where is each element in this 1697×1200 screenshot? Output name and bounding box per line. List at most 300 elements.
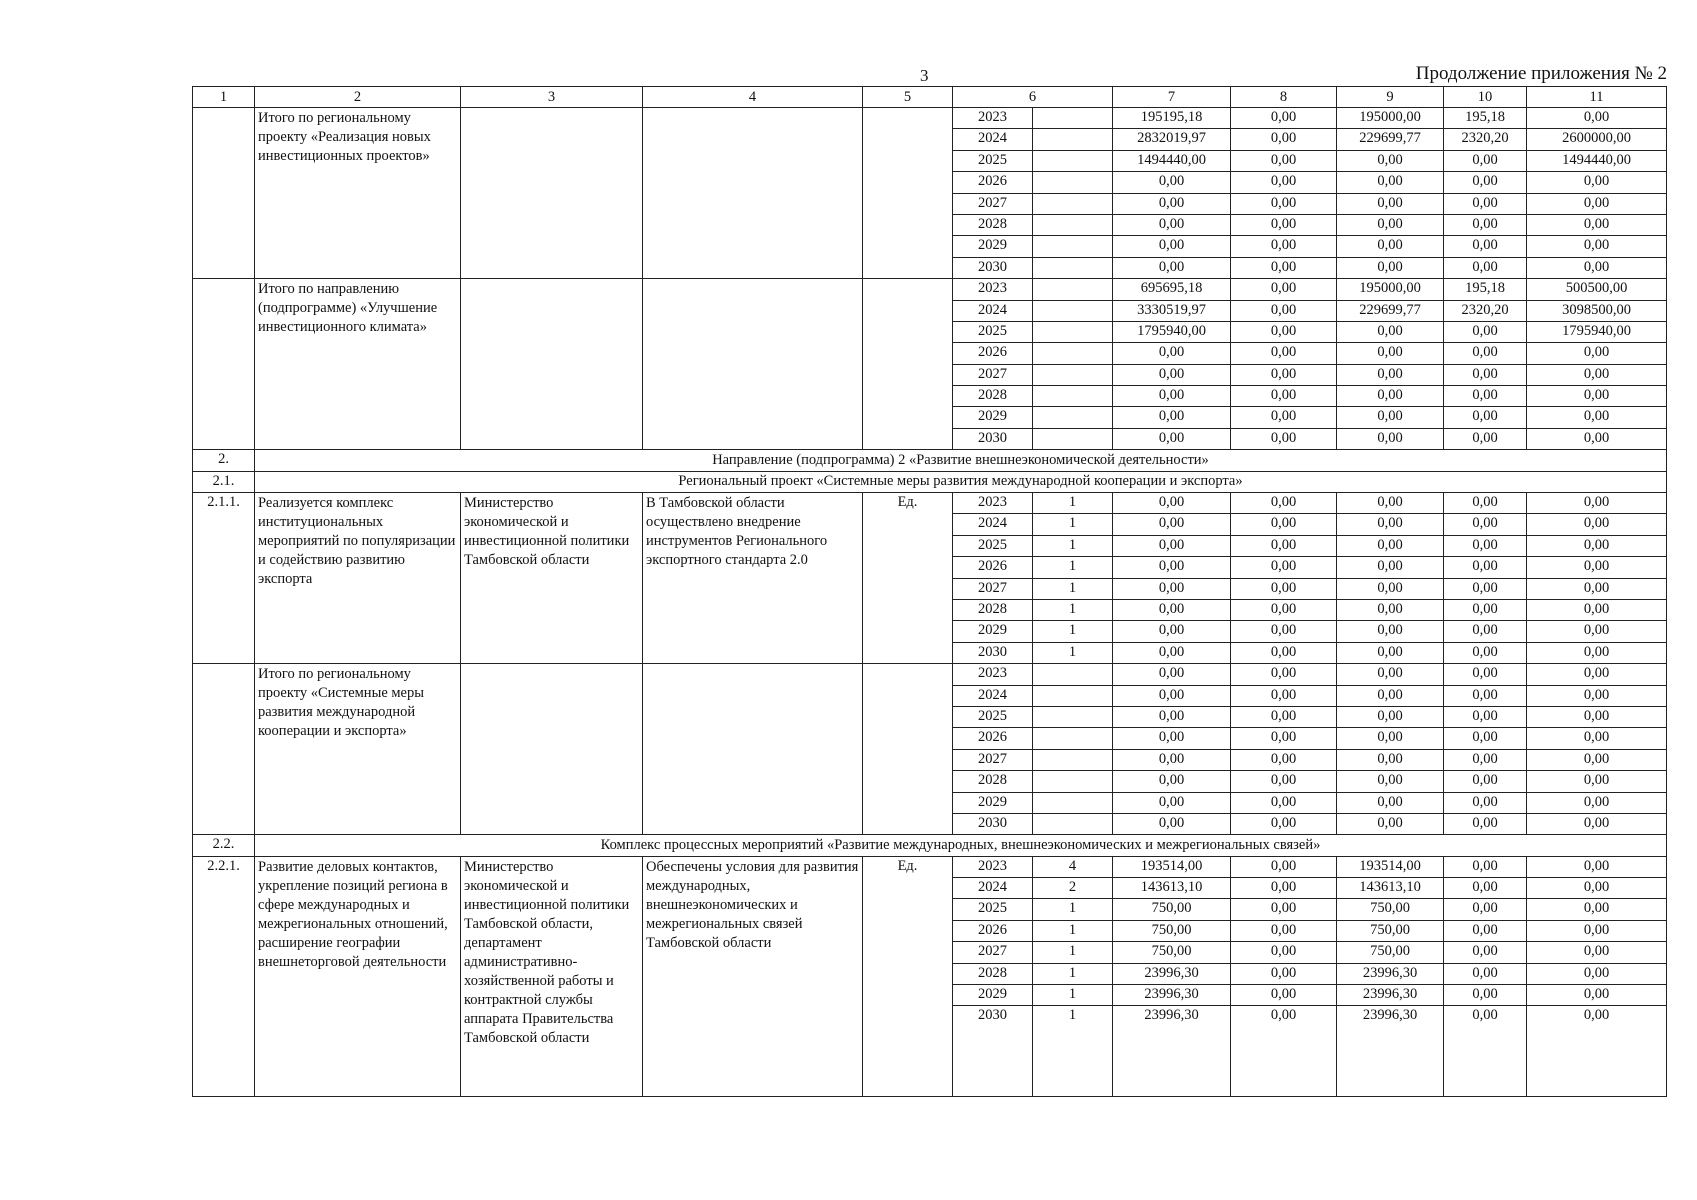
- total-cell: 0,00: [1113, 257, 1231, 278]
- local-cell: 0,00: [1444, 642, 1527, 663]
- extra-cell: 500500,00: [1527, 279, 1667, 300]
- indicator-cell: 1: [1033, 599, 1113, 620]
- total-cell: 0,00: [1113, 172, 1231, 193]
- year-cell: 2030: [953, 642, 1033, 663]
- indicator-cell: [1033, 407, 1113, 428]
- local-cell: 0,00: [1444, 150, 1527, 171]
- federal-cell: 0,00: [1231, 172, 1337, 193]
- total-cell: 0,00: [1113, 578, 1231, 599]
- item-number: 2.2.1.: [193, 856, 255, 1097]
- federal-cell: 0,00: [1231, 428, 1337, 449]
- federal-cell: 0,00: [1231, 578, 1337, 599]
- indicator-cell: [1033, 129, 1113, 150]
- extra-cell: 0,00: [1527, 428, 1667, 449]
- regional-cell: 0,00: [1337, 599, 1444, 620]
- regional-cell: 0,00: [1337, 664, 1444, 685]
- col-header-9: 9: [1337, 87, 1444, 108]
- extra-cell: 0,00: [1527, 942, 1667, 963]
- extra-cell: 0,00: [1527, 985, 1667, 1006]
- total-cell: 0,00: [1113, 792, 1231, 813]
- col-header-7: 7: [1113, 87, 1231, 108]
- total-cell: 0,00: [1113, 599, 1231, 620]
- federal-cell: 0,00: [1231, 706, 1337, 727]
- year-cell: 2024: [953, 300, 1033, 321]
- local-cell: 0,00: [1444, 878, 1527, 899]
- regional-cell: 23996,30: [1337, 963, 1444, 984]
- regional-cell: 0,00: [1337, 813, 1444, 834]
- item-name: Итого по региональному проекту «Системные меры развития международной кооперации и экспорта»: [255, 664, 461, 835]
- federal-cell: 0,00: [1231, 300, 1337, 321]
- col-header-4: 4: [643, 87, 863, 108]
- federal-cell: 0,00: [1231, 321, 1337, 342]
- total-cell: 143613,10: [1113, 878, 1231, 899]
- total-cell: 0,00: [1113, 386, 1231, 407]
- item-number: [193, 108, 255, 279]
- extra-cell: 0,00: [1527, 856, 1667, 877]
- item-result: [643, 664, 863, 835]
- total-cell: 1494440,00: [1113, 150, 1231, 171]
- local-cell: 0,00: [1444, 685, 1527, 706]
- federal-cell: 0,00: [1231, 856, 1337, 877]
- federal-cell: 0,00: [1231, 150, 1337, 171]
- indicator-cell: [1033, 343, 1113, 364]
- federal-cell: 0,00: [1231, 193, 1337, 214]
- local-cell: 0,00: [1444, 193, 1527, 214]
- extra-cell: 0,00: [1527, 899, 1667, 920]
- local-cell: 0,00: [1444, 621, 1527, 642]
- budget-table: [192, 86, 1667, 1097]
- indicator-cell: 1: [1033, 557, 1113, 578]
- extra-cell: 0,00: [1527, 771, 1667, 792]
- regional-cell: 0,00: [1337, 771, 1444, 792]
- total-cell: 3330519,97: [1113, 300, 1231, 321]
- section-number: 2.: [193, 450, 255, 471]
- section-number: 2.1.: [193, 471, 255, 492]
- local-cell: 0,00: [1444, 963, 1527, 984]
- total-cell: 695695,18: [1113, 279, 1231, 300]
- indicator-cell: 4: [1033, 856, 1113, 877]
- year-cell: 2024: [953, 129, 1033, 150]
- regional-cell: 750,00: [1337, 942, 1444, 963]
- item-unit: [863, 279, 953, 450]
- total-cell: 23996,30: [1113, 963, 1231, 984]
- year-cell: 2029: [953, 985, 1033, 1006]
- table-row: [193, 108, 1667, 129]
- extra-cell: 0,00: [1527, 706, 1667, 727]
- year-cell: 2028: [953, 599, 1033, 620]
- extra-cell: 0,00: [1527, 685, 1667, 706]
- extra-cell: 0,00: [1527, 172, 1667, 193]
- year-cell: 2026: [953, 920, 1033, 941]
- year-cell: 2027: [953, 578, 1033, 599]
- total-cell: 0,00: [1113, 706, 1231, 727]
- regional-cell: 0,00: [1337, 578, 1444, 599]
- local-cell: 0,00: [1444, 899, 1527, 920]
- section-title: Комплекс процессных мероприятий «Развитие международных, внешнеэкономических и межрегиональных связей»: [255, 835, 1667, 856]
- total-cell: 23996,30: [1113, 985, 1231, 1006]
- item-number: [193, 279, 255, 450]
- regional-cell: 195000,00: [1337, 279, 1444, 300]
- regional-cell: 0,00: [1337, 428, 1444, 449]
- item-executor: [461, 279, 643, 450]
- total-cell: 0,00: [1113, 664, 1231, 685]
- local-cell: 0,00: [1444, 706, 1527, 727]
- regional-cell: 0,00: [1337, 685, 1444, 706]
- indicator-cell: [1033, 150, 1113, 171]
- federal-cell: 0,00: [1231, 214, 1337, 235]
- year-cell: 2030: [953, 1006, 1033, 1097]
- total-cell: 0,00: [1113, 749, 1231, 770]
- total-cell: 0,00: [1113, 535, 1231, 556]
- section-number: 2.2.: [193, 835, 255, 856]
- indicator-cell: [1033, 428, 1113, 449]
- federal-cell: 0,00: [1231, 878, 1337, 899]
- regional-cell: 0,00: [1337, 535, 1444, 556]
- federal-cell: 0,00: [1231, 749, 1337, 770]
- year-cell: 2027: [953, 364, 1033, 385]
- year-cell: 2026: [953, 557, 1033, 578]
- federal-cell: 0,00: [1231, 343, 1337, 364]
- extra-cell: 0,00: [1527, 578, 1667, 599]
- indicator-cell: 1: [1033, 621, 1113, 642]
- year-cell: 2029: [953, 407, 1033, 428]
- section-title: Региональный проект «Системные меры развития международной кооперации и экспорта»: [255, 471, 1667, 492]
- regional-cell: 0,00: [1337, 150, 1444, 171]
- local-cell: 0,00: [1444, 514, 1527, 535]
- indicator-cell: 1: [1033, 920, 1113, 941]
- regional-cell: 0,00: [1337, 493, 1444, 514]
- year-cell: 2028: [953, 963, 1033, 984]
- regional-cell: 0,00: [1337, 557, 1444, 578]
- total-cell: 23996,30: [1113, 1006, 1231, 1097]
- year-cell: 2028: [953, 386, 1033, 407]
- federal-cell: 0,00: [1231, 664, 1337, 685]
- year-cell: 2026: [953, 343, 1033, 364]
- col-header-6: 6: [953, 87, 1113, 108]
- local-cell: 0,00: [1444, 364, 1527, 385]
- indicator-cell: [1033, 214, 1113, 235]
- total-cell: 2832019,97: [1113, 129, 1231, 150]
- federal-cell: 0,00: [1231, 1006, 1337, 1097]
- item-executor: [461, 108, 643, 279]
- extra-cell: 0,00: [1527, 257, 1667, 278]
- section-row: [193, 835, 1667, 856]
- local-cell: 0,00: [1444, 985, 1527, 1006]
- indicator-cell: [1033, 279, 1113, 300]
- indicator-cell: 1: [1033, 642, 1113, 663]
- extra-cell: 0,00: [1527, 108, 1667, 129]
- total-cell: 0,00: [1113, 728, 1231, 749]
- year-cell: 2025: [953, 706, 1033, 727]
- section-title: Направление (подпрограмма) 2 «Развитие внешнеэкономической деятельности»: [255, 450, 1667, 471]
- local-cell: 0,00: [1444, 386, 1527, 407]
- regional-cell: 0,00: [1337, 343, 1444, 364]
- federal-cell: 0,00: [1231, 236, 1337, 257]
- local-cell: 0,00: [1444, 493, 1527, 514]
- continuation-caption: Продолжение приложения № 2: [1415, 63, 1667, 84]
- local-cell: 0,00: [1444, 407, 1527, 428]
- col-header-10: 10: [1444, 87, 1527, 108]
- indicator-cell: 1: [1033, 985, 1113, 1006]
- regional-cell: 0,00: [1337, 214, 1444, 235]
- section-row: [193, 450, 1667, 471]
- federal-cell: 0,00: [1231, 685, 1337, 706]
- local-cell: 0,00: [1444, 343, 1527, 364]
- federal-cell: 0,00: [1231, 514, 1337, 535]
- item-unit: [863, 664, 953, 835]
- year-cell: 2025: [953, 150, 1033, 171]
- item-executor: [461, 664, 643, 835]
- year-cell: 2026: [953, 172, 1033, 193]
- indicator-cell: 1: [1033, 578, 1113, 599]
- extra-cell: 0,00: [1527, 599, 1667, 620]
- extra-cell: 0,00: [1527, 813, 1667, 834]
- item-name: Развитие деловых контактов, укрепление позиций региона в сфере международных и межрегиональных отношений, расширение географии внешнеторговой деятельности: [255, 856, 461, 1097]
- year-cell: 2025: [953, 535, 1033, 556]
- local-cell: 0,00: [1444, 236, 1527, 257]
- total-cell: 0,00: [1113, 514, 1231, 535]
- total-cell: 0,00: [1113, 771, 1231, 792]
- year-cell: 2029: [953, 621, 1033, 642]
- column-header-row: [193, 87, 1667, 108]
- total-cell: 0,00: [1113, 343, 1231, 364]
- total-cell: 0,00: [1113, 621, 1231, 642]
- regional-cell: 750,00: [1337, 899, 1444, 920]
- indicator-cell: [1033, 749, 1113, 770]
- federal-cell: 0,00: [1231, 257, 1337, 278]
- indicator-cell: [1033, 236, 1113, 257]
- indicator-cell: [1033, 792, 1113, 813]
- extra-cell: 0,00: [1527, 386, 1667, 407]
- federal-cell: 0,00: [1231, 728, 1337, 749]
- federal-cell: 0,00: [1231, 963, 1337, 984]
- local-cell: 2320,20: [1444, 129, 1527, 150]
- indicator-cell: [1033, 386, 1113, 407]
- total-cell: 195195,18: [1113, 108, 1231, 129]
- item-result: [643, 279, 863, 450]
- year-cell: 2023: [953, 108, 1033, 129]
- extra-cell: 1795940,00: [1527, 321, 1667, 342]
- local-cell: 0,00: [1444, 792, 1527, 813]
- extra-cell: 0,00: [1527, 792, 1667, 813]
- federal-cell: 0,00: [1231, 386, 1337, 407]
- extra-cell: 0,00: [1527, 664, 1667, 685]
- extra-cell: 0,00: [1527, 343, 1667, 364]
- indicator-cell: [1033, 108, 1113, 129]
- regional-cell: 0,00: [1337, 236, 1444, 257]
- regional-cell: 0,00: [1337, 257, 1444, 278]
- federal-cell: 0,00: [1231, 899, 1337, 920]
- total-cell: 0,00: [1113, 685, 1231, 706]
- item-unit: Ед.: [863, 493, 953, 664]
- extra-cell: 0,00: [1527, 621, 1667, 642]
- federal-cell: 0,00: [1231, 920, 1337, 941]
- year-cell: 2025: [953, 899, 1033, 920]
- total-cell: 0,00: [1113, 236, 1231, 257]
- regional-cell: 229699,77: [1337, 129, 1444, 150]
- table-body: [193, 87, 1667, 1097]
- local-cell: 0,00: [1444, 749, 1527, 770]
- year-cell: 2029: [953, 792, 1033, 813]
- item-result: Обеспечены условия для развития международных, внешнеэкономических и межрегиональных связей Тамбовской области: [643, 856, 863, 1097]
- indicator-cell: [1033, 813, 1113, 834]
- indicator-cell: 1: [1033, 493, 1113, 514]
- regional-cell: 143613,10: [1337, 878, 1444, 899]
- indicator-cell: [1033, 364, 1113, 385]
- local-cell: 0,00: [1444, 599, 1527, 620]
- extra-cell: 0,00: [1527, 407, 1667, 428]
- local-cell: 2320,20: [1444, 300, 1527, 321]
- extra-cell: 0,00: [1527, 535, 1667, 556]
- col-header-1: 1: [193, 87, 255, 108]
- indicator-cell: [1033, 706, 1113, 727]
- indicator-cell: [1033, 664, 1113, 685]
- federal-cell: 0,00: [1231, 599, 1337, 620]
- total-cell: 0,00: [1113, 557, 1231, 578]
- year-cell: 2026: [953, 728, 1033, 749]
- local-cell: 0,00: [1444, 813, 1527, 834]
- total-cell: 750,00: [1113, 942, 1231, 963]
- local-cell: 0,00: [1444, 557, 1527, 578]
- regional-cell: 195000,00: [1337, 108, 1444, 129]
- local-cell: 0,00: [1444, 257, 1527, 278]
- year-cell: 2029: [953, 236, 1033, 257]
- extra-cell: 0,00: [1527, 920, 1667, 941]
- col-header-2: 2: [255, 87, 461, 108]
- item-number: 2.1.1.: [193, 493, 255, 664]
- extra-cell: 0,00: [1527, 514, 1667, 535]
- year-cell: 2024: [953, 514, 1033, 535]
- indicator-cell: 1: [1033, 963, 1113, 984]
- federal-cell: 0,00: [1231, 557, 1337, 578]
- regional-cell: 229699,77: [1337, 300, 1444, 321]
- extra-cell: 0,00: [1527, 749, 1667, 770]
- total-cell: 0,00: [1113, 428, 1231, 449]
- item-number: [193, 664, 255, 835]
- local-cell: 195,18: [1444, 279, 1527, 300]
- year-cell: 2023: [953, 493, 1033, 514]
- col-header-11: 11: [1527, 87, 1667, 108]
- extra-cell: 0,00: [1527, 493, 1667, 514]
- extra-cell: 0,00: [1527, 963, 1667, 984]
- total-cell: 193514,00: [1113, 856, 1231, 877]
- indicator-cell: [1033, 172, 1113, 193]
- table-row: [193, 493, 1667, 514]
- regional-cell: 0,00: [1337, 642, 1444, 663]
- local-cell: 0,00: [1444, 578, 1527, 599]
- item-result: [643, 108, 863, 279]
- federal-cell: 0,00: [1231, 535, 1337, 556]
- indicator-cell: [1033, 257, 1113, 278]
- total-cell: 0,00: [1113, 364, 1231, 385]
- item-name: Итого по направлению (подпрограмме) «Улучшение инвестиционного климата»: [255, 279, 461, 450]
- item-result: В Тамбовской области осуществлено внедрение инструментов Регионального экспортного стандарта 2.0: [643, 493, 863, 664]
- col-header-8: 8: [1231, 87, 1337, 108]
- year-cell: 2024: [953, 878, 1033, 899]
- year-cell: 2028: [953, 214, 1033, 235]
- page-number: 3: [920, 66, 929, 85]
- indicator-cell: [1033, 193, 1113, 214]
- section-row: [193, 471, 1667, 492]
- year-cell: 2023: [953, 279, 1033, 300]
- extra-cell: 0,00: [1527, 557, 1667, 578]
- extra-cell: 0,00: [1527, 236, 1667, 257]
- local-cell: 0,00: [1444, 856, 1527, 877]
- local-cell: 0,00: [1444, 535, 1527, 556]
- federal-cell: 0,00: [1231, 813, 1337, 834]
- federal-cell: 0,00: [1231, 407, 1337, 428]
- extra-cell: 3098500,00: [1527, 300, 1667, 321]
- extra-cell: 0,00: [1527, 728, 1667, 749]
- federal-cell: 0,00: [1231, 108, 1337, 129]
- local-cell: 0,00: [1444, 428, 1527, 449]
- local-cell: 0,00: [1444, 172, 1527, 193]
- regional-cell: 0,00: [1337, 792, 1444, 813]
- regional-cell: 0,00: [1337, 407, 1444, 428]
- item-executor: Министерство экономической и инвестиционной политики Тамбовской области: [461, 493, 643, 664]
- indicator-cell: [1033, 685, 1113, 706]
- federal-cell: 0,00: [1231, 621, 1337, 642]
- total-cell: 0,00: [1113, 193, 1231, 214]
- extra-cell: 2600000,00: [1527, 129, 1667, 150]
- extra-cell: 0,00: [1527, 1006, 1667, 1097]
- regional-cell: 0,00: [1337, 728, 1444, 749]
- regional-cell: 0,00: [1337, 621, 1444, 642]
- item-unit: [863, 108, 953, 279]
- total-cell: 0,00: [1113, 407, 1231, 428]
- regional-cell: 193514,00: [1337, 856, 1444, 877]
- regional-cell: 23996,30: [1337, 1006, 1444, 1097]
- regional-cell: 0,00: [1337, 172, 1444, 193]
- total-cell: 750,00: [1113, 899, 1231, 920]
- col-header-3: 3: [461, 87, 643, 108]
- indicator-cell: 1: [1033, 899, 1113, 920]
- regional-cell: 0,00: [1337, 193, 1444, 214]
- extra-cell: 0,00: [1527, 214, 1667, 235]
- item-name: Реализуется комплекс институциональных мероприятий по популяризации и содействию развитию экспорта: [255, 493, 461, 664]
- extra-cell: 0,00: [1527, 878, 1667, 899]
- total-cell: 1795940,00: [1113, 321, 1231, 342]
- item-unit: Ед.: [863, 856, 953, 1097]
- year-cell: 2030: [953, 257, 1033, 278]
- local-cell: 0,00: [1444, 942, 1527, 963]
- item-name: Итого по региональному проекту «Реализация новых инвестиционных проектов»: [255, 108, 461, 279]
- table-row: [193, 279, 1667, 300]
- local-cell: 0,00: [1444, 1006, 1527, 1097]
- federal-cell: 0,00: [1231, 985, 1337, 1006]
- regional-cell: 0,00: [1337, 514, 1444, 535]
- year-cell: 2024: [953, 685, 1033, 706]
- year-cell: 2023: [953, 856, 1033, 877]
- regional-cell: 0,00: [1337, 706, 1444, 727]
- federal-cell: 0,00: [1231, 493, 1337, 514]
- year-cell: 2030: [953, 813, 1033, 834]
- indicator-cell: [1033, 771, 1113, 792]
- local-cell: 0,00: [1444, 771, 1527, 792]
- year-cell: 2023: [953, 664, 1033, 685]
- federal-cell: 0,00: [1231, 642, 1337, 663]
- local-cell: 0,00: [1444, 321, 1527, 342]
- col-header-5: 5: [863, 87, 953, 108]
- regional-cell: 0,00: [1337, 321, 1444, 342]
- total-cell: 0,00: [1113, 493, 1231, 514]
- year-cell: 2025: [953, 321, 1033, 342]
- indicator-cell: 1: [1033, 1006, 1113, 1097]
- year-cell: 2027: [953, 749, 1033, 770]
- extra-cell: 0,00: [1527, 642, 1667, 663]
- indicator-cell: 2: [1033, 878, 1113, 899]
- extra-cell: 0,00: [1527, 364, 1667, 385]
